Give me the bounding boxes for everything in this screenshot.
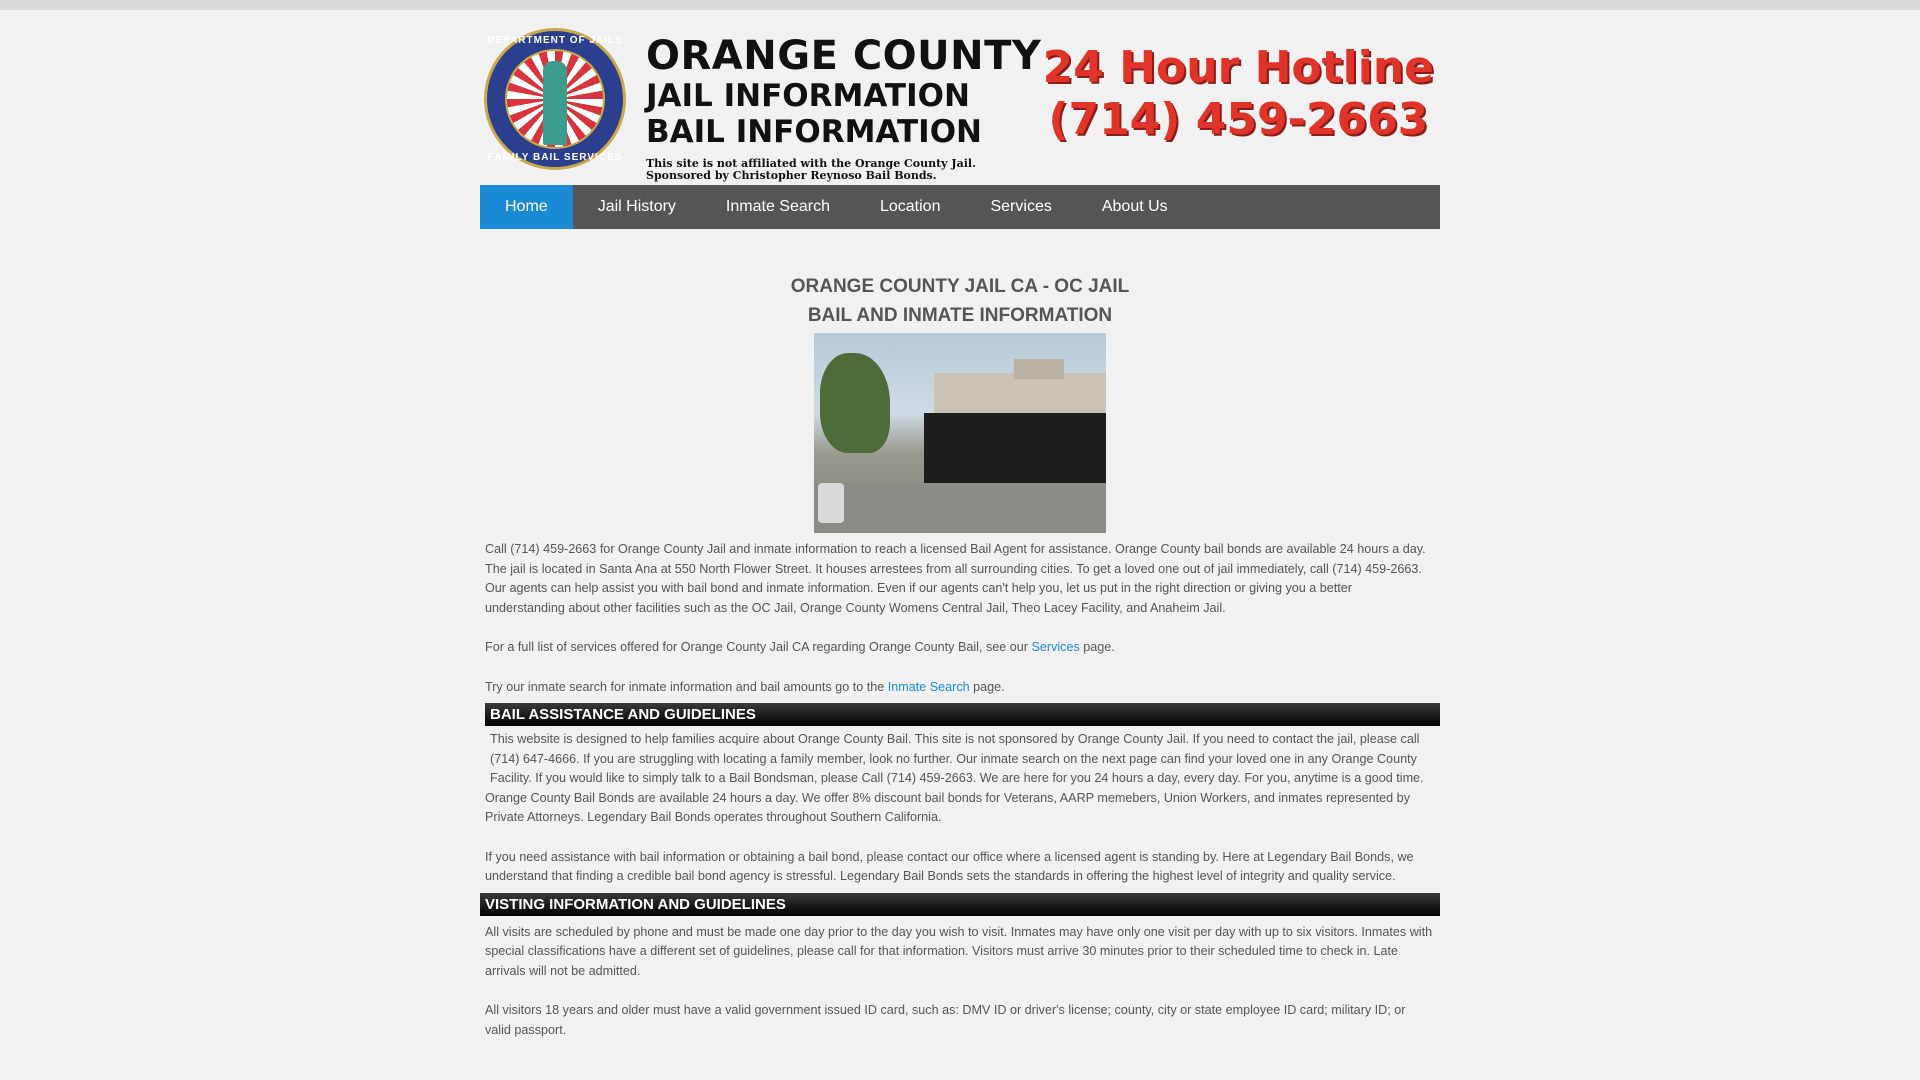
services-link[interactable]: Services xyxy=(1031,640,1080,654)
hotline-title: 24 Hour Hotline xyxy=(1042,42,1434,93)
jail-facility-photo xyxy=(814,333,1106,533)
main-content xyxy=(480,272,1440,1040)
statue-of-liberty-icon xyxy=(543,61,567,145)
bail-section-heading: BAIL ASSISTANCE AND GUIDELINES xyxy=(485,703,1440,726)
photo-road xyxy=(814,483,1106,533)
department-seal-logo[interactable] xyxy=(484,28,626,170)
browser-top-strip xyxy=(0,0,1920,10)
title-line-2: JAIL INFORMATION xyxy=(646,78,970,114)
services-text-post: page. xyxy=(1079,640,1115,654)
site-header xyxy=(480,10,1440,185)
disclaimer xyxy=(646,158,1041,182)
visiting-paragraph-2: All visitors 18 years and older must have a valid government issued ID card, such as: DMV ID or driver's license; county, city or state employee ID card; military ID; or valid passport. xyxy=(485,1003,1406,1037)
photo-tree xyxy=(820,353,890,453)
bail-paragraph-1: This website is designed to help families acquire about Orange County Bail. This site is not sponsored by Orange County Jail. If you need to contact the jail, please call (714) 647-4666. If you are struggling with locating a family member, look no further. Our inmate search on the next page can find your loved one in any Orange County Facility. If you would like to simply talk to a Bail Bondsman, please Call (714) 459-2663. We are here for you 24 hours a day, every day. For you, anytime is a good time. xyxy=(490,732,1424,785)
nav-about-us[interactable]: About Us xyxy=(1101,198,1168,215)
visiting-section-heading: VISTING INFORMATION AND GUIDELINES xyxy=(480,893,1440,916)
disclaimer-line-2: Sponsored by Christopher Reynoso Bail Bonds. xyxy=(646,169,937,182)
services-paragraph xyxy=(480,638,1440,658)
page-wrapper xyxy=(480,10,1440,1037)
disclaimer-line-1: This site is not affiliated with the Orange County Jail. xyxy=(646,157,976,170)
visiting-paragraph-1: All visits are scheduled by phone and must be made one day prior to the day you wish to visit. Inmates may have only one visit per day with up to six visitors. Inmates with special classifications have a different set of guidelines, please call for that information. Visitors must arrive 30 minutes prior to their scheduled time to check in. Late arrivals will not be admitted. xyxy=(485,924,1433,978)
photo-fence xyxy=(924,413,1106,493)
seal-bottom-text: FAMILY BAIL SERVICES xyxy=(487,152,623,163)
title-line-3: BAIL INFORMATION xyxy=(646,114,982,150)
photo-car xyxy=(818,483,844,523)
inmate-search-link[interactable]: Inmate Search xyxy=(887,679,970,694)
main-navigation xyxy=(480,185,1440,229)
nav-location[interactable]: Location xyxy=(879,198,941,215)
services-text-pre: For a full list of services offered for Orange County Jail CA regarding Orange County Bail, see our xyxy=(485,640,1032,654)
inmate-search-paragraph xyxy=(480,678,1440,698)
title-line-1: ORANGE COUNTY xyxy=(646,33,1042,79)
seal-top-text: DEPARTMENT OF JAILS xyxy=(487,35,623,46)
intro-paragraph: Call (714) 459-2663 for Orange County Jail and inmate information to reach a licensed Bail Agent for assistance. Orange County bail bonds are available 24 hours a day. The jail is located in Santa Ana at 550 North Flower Street. It houses arrestees from all surrounding cities. To get a loved one out of jail immediately, call (714) 459-2663. Our agents can help assist you with bail bond and inmate information. Even if our agents can't help you, let us put in the right direction or giving you a better understanding about other facilities such as the OC Jail, Orange County Womens Central Jail, Theo Lacey Facility, and Anaheim Jail. xyxy=(485,542,1426,615)
bail-paragraph-2: Orange County Bail Bonds are available 24 hours a day. We offer 8% discount bail bonds for Veterans, AARP memebers, Union Workers, and inmates represented by Private Attorneys. Legendary Bail Bonds operates throughout Southern California. xyxy=(485,790,1410,824)
bail-paragraph-3: If you need assistance with bail information or obtaining a bail bond, please contact our office where a licensed agent is standing by. Here at Legendary Bail Bonds, we understand that finding a credible bail bond agency is stressful. Legendary Bail Bonds sets the standards in offering the highest level of integrity and quality service. xyxy=(485,849,1414,883)
nav-inmate-search[interactable]: Inmate Search xyxy=(725,198,830,215)
nav-home[interactable]: Home xyxy=(480,185,573,229)
photo-tower xyxy=(1014,359,1064,379)
search-text-post: page. xyxy=(969,679,1005,694)
search-text-pre: Try our inmate search for inmate information and bail amounts go to the xyxy=(485,679,888,694)
site-title[interactable] xyxy=(646,34,1041,182)
page-title xyxy=(480,272,1440,330)
page-title-line-2: BAIL AND INMATE INFORMATION xyxy=(807,305,1113,326)
nav-services[interactable]: Services xyxy=(990,198,1052,215)
hotline-number: (714) 459-2663 xyxy=(1048,94,1429,145)
page-title-line-1: ORANGE COUNTY JAIL CA - OC JAIL xyxy=(790,276,1130,297)
nav-jail-history[interactable]: Jail History xyxy=(597,198,676,215)
hotline-banner[interactable] xyxy=(1043,42,1434,146)
